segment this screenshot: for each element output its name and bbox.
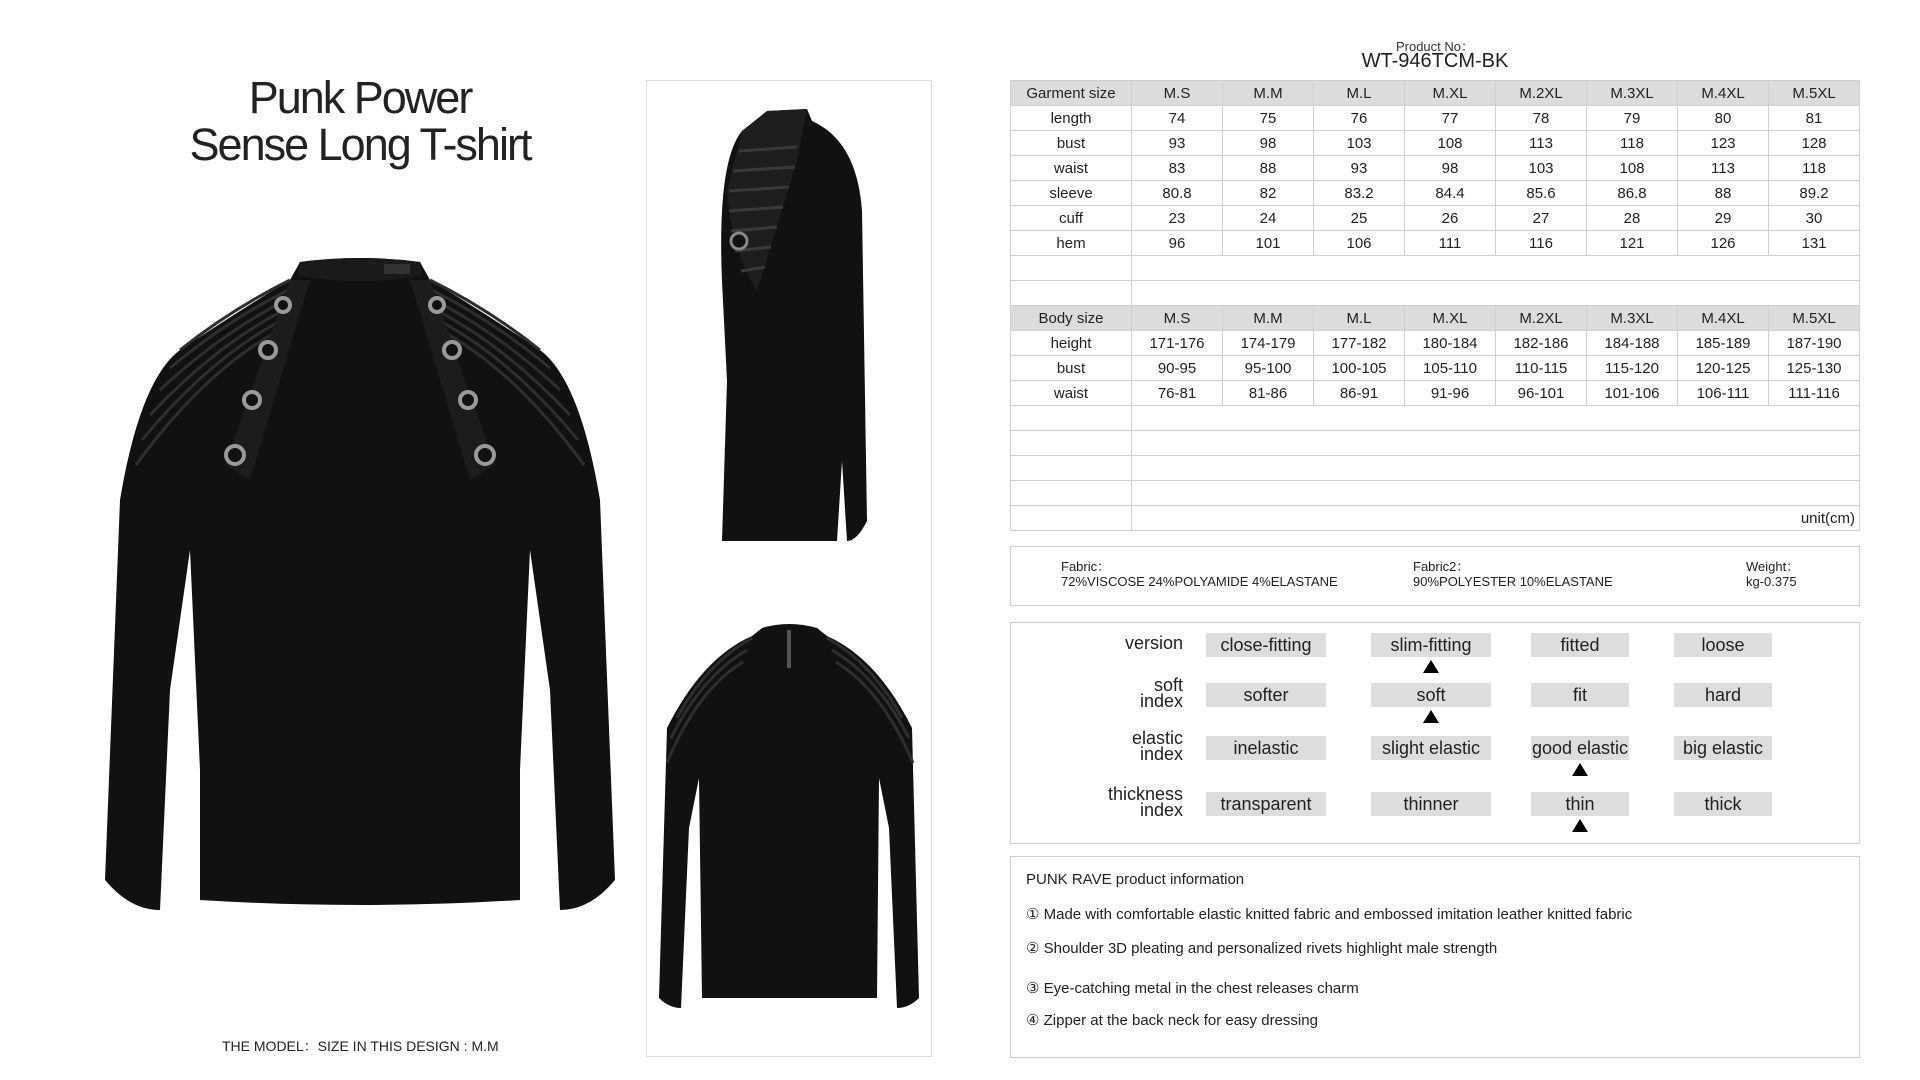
table-row bbox=[1011, 181, 1860, 206]
table-cell: M.S bbox=[1132, 81, 1223, 106]
info-item: ① Made with comfortable elastic knitted fabric and embossed imitation leather knitted fabric bbox=[1026, 906, 1633, 923]
side-view-frame bbox=[646, 80, 932, 570]
garment-size-table bbox=[1010, 80, 1860, 306]
product-info-box bbox=[1010, 856, 1860, 1058]
table-row bbox=[1011, 131, 1860, 156]
table-cell: 111-116 bbox=[1769, 381, 1860, 406]
table-cell: 90-95 bbox=[1132, 356, 1223, 381]
table-cell: 101 bbox=[1223, 231, 1314, 256]
table-cell bbox=[1011, 506, 1132, 531]
option-chip: transparent bbox=[1206, 792, 1326, 816]
table-cell: 89.2 bbox=[1769, 181, 1860, 206]
table-cell bbox=[1011, 431, 1132, 456]
table-cell: 118 bbox=[1587, 131, 1678, 156]
fabric1-value: 72%VISCOSE 24%POLYAMIDE 4%ELASTANE bbox=[1061, 574, 1338, 589]
table-cell: 120-125 bbox=[1678, 356, 1769, 381]
fabric-info-box bbox=[1010, 546, 1860, 606]
option-chip: loose bbox=[1674, 633, 1772, 657]
table-cell: 88 bbox=[1223, 156, 1314, 181]
table-cell: 115-120 bbox=[1587, 356, 1678, 381]
table-row bbox=[1011, 206, 1860, 231]
table-cell: 85.6 bbox=[1496, 181, 1587, 206]
table-cell: 80.8 bbox=[1132, 181, 1223, 206]
elastic-index-label bbox=[1073, 730, 1183, 762]
option-chip: big elastic bbox=[1674, 736, 1772, 760]
table-cell: 100-105 bbox=[1314, 356, 1405, 381]
table-cell: 108 bbox=[1587, 156, 1678, 181]
table-cell: M.M bbox=[1223, 81, 1314, 106]
table-cell: sleeve bbox=[1011, 181, 1132, 206]
table-cell: M.3XL bbox=[1587, 81, 1678, 106]
table-cell: cuff bbox=[1011, 206, 1132, 231]
table-cell: 131 bbox=[1769, 231, 1860, 256]
table-cell: 81 bbox=[1769, 106, 1860, 131]
table-cell: 116 bbox=[1496, 231, 1587, 256]
version-label bbox=[1073, 635, 1183, 651]
table-row-empty bbox=[1011, 481, 1860, 506]
fabric2-label: Fabric2： bbox=[1413, 559, 1470, 574]
index-label-text: index bbox=[1139, 691, 1183, 711]
body-size-header-row bbox=[1011, 306, 1860, 331]
table-cell: 121 bbox=[1587, 231, 1678, 256]
table-cell bbox=[1011, 456, 1132, 481]
table-cell: 113 bbox=[1496, 131, 1587, 156]
table-cell: Garment size bbox=[1011, 81, 1132, 106]
weight-label: Weight： bbox=[1746, 559, 1800, 574]
table-cell: 82 bbox=[1223, 181, 1314, 206]
table-cell: 88 bbox=[1678, 181, 1769, 206]
table-cell: 27 bbox=[1496, 206, 1587, 231]
table-cell: 76-81 bbox=[1132, 381, 1223, 406]
table-cell: 86.8 bbox=[1587, 181, 1678, 206]
table-row-empty bbox=[1011, 456, 1860, 481]
table-cell: 95-100 bbox=[1223, 356, 1314, 381]
product-title bbox=[140, 74, 580, 168]
table-cell: 174-179 bbox=[1223, 331, 1314, 356]
table-row-empty bbox=[1011, 406, 1860, 431]
table-cell: 105-110 bbox=[1405, 356, 1496, 381]
table-cell: 110-115 bbox=[1496, 356, 1587, 381]
table-cell: 78 bbox=[1496, 106, 1587, 131]
info-heading: PUNK RAVE product information bbox=[1026, 871, 1245, 888]
table-cell: M.2XL bbox=[1496, 81, 1587, 106]
table-row-empty bbox=[1011, 256, 1860, 281]
table-cell: M.M bbox=[1223, 306, 1314, 331]
table-row bbox=[1011, 106, 1860, 131]
index-label-text: index bbox=[1139, 800, 1183, 820]
indicator-arrow-up-icon bbox=[1572, 819, 1588, 832]
fabric2 bbox=[1413, 559, 1613, 589]
table-cell bbox=[1132, 281, 1860, 306]
info-item: ③ Eye-catching metal in the chest releases charm bbox=[1026, 980, 1359, 997]
table-cell: bust bbox=[1011, 131, 1132, 156]
front-garment-image bbox=[100, 250, 620, 920]
option-chip: hard bbox=[1674, 683, 1772, 707]
table-cell: M.5XL bbox=[1769, 306, 1860, 331]
back-garment-image bbox=[647, 568, 931, 1056]
table-cell: 86-91 bbox=[1314, 381, 1405, 406]
index-label-text: elastic bbox=[1131, 728, 1183, 748]
table-cell bbox=[1132, 406, 1860, 431]
body-size-table bbox=[1010, 305, 1860, 531]
table-cell: 29 bbox=[1678, 206, 1769, 231]
weight bbox=[1746, 559, 1799, 589]
table-cell: M.XL bbox=[1405, 306, 1496, 331]
table-cell: 75 bbox=[1223, 106, 1314, 131]
table-cell: M.L bbox=[1314, 306, 1405, 331]
table-cell: 182-186 bbox=[1496, 331, 1587, 356]
table-row bbox=[1011, 156, 1860, 181]
index-label-text: index bbox=[1139, 744, 1183, 764]
table-cell: bust bbox=[1011, 356, 1132, 381]
table-cell: 96-101 bbox=[1496, 381, 1587, 406]
unit-label: unit(cm) bbox=[1132, 506, 1860, 531]
table-cell: 26 bbox=[1405, 206, 1496, 231]
weight-value: kg-0.375 bbox=[1746, 574, 1797, 589]
table-cell: M.XL bbox=[1405, 81, 1496, 106]
table-cell: 171-176 bbox=[1132, 331, 1223, 356]
table-cell: hem bbox=[1011, 231, 1132, 256]
index-label-text: version bbox=[1124, 633, 1183, 653]
option-chip: good elastic bbox=[1531, 738, 1629, 758]
table-cell: M.3XL bbox=[1587, 306, 1678, 331]
table-cell: 185-189 bbox=[1678, 331, 1769, 356]
table-row bbox=[1011, 331, 1860, 356]
table-cell: 76 bbox=[1314, 106, 1405, 131]
table-cell: 91-96 bbox=[1405, 381, 1496, 406]
table-cell: 30 bbox=[1769, 206, 1860, 231]
table-cell: M.2XL bbox=[1496, 306, 1587, 331]
table-cell bbox=[1011, 406, 1132, 431]
garment-size-header-row bbox=[1011, 81, 1860, 106]
fabric1-label: Fabric： bbox=[1061, 559, 1111, 574]
table-cell: M.L bbox=[1314, 81, 1405, 106]
option-chip: close-fitting bbox=[1206, 633, 1326, 657]
fabric1 bbox=[1061, 559, 1338, 589]
option-chip: softer bbox=[1206, 683, 1326, 707]
fit-index-box bbox=[1010, 622, 1860, 844]
table-cell: 93 bbox=[1314, 156, 1405, 181]
table-cell bbox=[1011, 256, 1132, 281]
indicator-arrow-up-icon bbox=[1572, 763, 1588, 776]
option-chip: thick bbox=[1674, 792, 1772, 816]
table-cell: 103 bbox=[1496, 156, 1587, 181]
side-garment-image bbox=[647, 81, 931, 569]
table-cell: 108 bbox=[1405, 131, 1496, 156]
table-cell: 74 bbox=[1132, 106, 1223, 131]
table-cell: height bbox=[1011, 331, 1132, 356]
option-chip: thinner bbox=[1371, 792, 1491, 816]
table-cell: 25 bbox=[1314, 206, 1405, 231]
table-cell: 28 bbox=[1587, 206, 1678, 231]
table-cell: 187-190 bbox=[1769, 331, 1860, 356]
back-view-frame bbox=[646, 568, 932, 1057]
table-cell: 103 bbox=[1314, 131, 1405, 156]
thickness-index-label bbox=[1073, 786, 1183, 818]
table-cell: 80 bbox=[1678, 106, 1769, 131]
table-cell: 79 bbox=[1587, 106, 1678, 131]
table-cell: 24 bbox=[1223, 206, 1314, 231]
table-cell: 96 bbox=[1132, 231, 1223, 256]
fabric2-value: 90%POLYESTER 10%ELASTANE bbox=[1413, 574, 1613, 589]
table-cell: 98 bbox=[1223, 131, 1314, 156]
index-label-text: soft bbox=[1153, 675, 1183, 695]
option-chip: fitted bbox=[1531, 633, 1629, 657]
option-chip: fit bbox=[1531, 683, 1629, 707]
table-cell: 118 bbox=[1769, 156, 1860, 181]
table-cell: 126 bbox=[1678, 231, 1769, 256]
product-no-label: Product No： bbox=[1395, 39, 1475, 54]
table-cell: length bbox=[1011, 106, 1132, 131]
table-cell bbox=[1132, 431, 1860, 456]
table-cell: 98 bbox=[1405, 156, 1496, 181]
index-label-text: thickness bbox=[1107, 784, 1183, 804]
table-cell: 113 bbox=[1678, 156, 1769, 181]
indicator-arrow-up-icon bbox=[1423, 710, 1439, 723]
table-cell: Body size bbox=[1011, 306, 1132, 331]
option-chip: slight elastic bbox=[1371, 736, 1491, 760]
table-cell: 177-182 bbox=[1314, 331, 1405, 356]
option-chip: slim-fitting bbox=[1371, 633, 1491, 657]
product-title-line-2: Sense Long T-shirt bbox=[189, 119, 531, 170]
table-row-unit bbox=[1011, 506, 1860, 531]
model-size-note: THE MODEL：SIZE IN THIS DESIGN : M.M bbox=[222, 1038, 499, 1054]
table-cell: 180-184 bbox=[1405, 331, 1496, 356]
table-row bbox=[1011, 381, 1860, 406]
table-cell: M.S bbox=[1132, 306, 1223, 331]
table-cell: 111 bbox=[1405, 231, 1496, 256]
table-cell: 101-106 bbox=[1587, 381, 1678, 406]
table-cell: waist bbox=[1011, 156, 1132, 181]
table-cell: 83 bbox=[1132, 156, 1223, 181]
table-cell: 123 bbox=[1678, 131, 1769, 156]
info-item: ② Shoulder 3D pleating and personalized rivets highlight male strength bbox=[1026, 940, 1498, 957]
table-cell: M.5XL bbox=[1769, 81, 1860, 106]
table-row bbox=[1011, 231, 1860, 256]
table-cell: 106 bbox=[1314, 231, 1405, 256]
table-row-empty bbox=[1011, 431, 1860, 456]
table-row bbox=[1011, 356, 1860, 381]
table-cell: 128 bbox=[1769, 131, 1860, 156]
table-cell bbox=[1132, 256, 1860, 281]
table-cell: 125-130 bbox=[1769, 356, 1860, 381]
table-cell bbox=[1132, 481, 1860, 506]
table-cell: M.4XL bbox=[1678, 306, 1769, 331]
info-item: ④ Zipper at the back neck for easy dressing bbox=[1026, 1012, 1318, 1029]
table-cell: 184-188 bbox=[1587, 331, 1678, 356]
table-cell bbox=[1132, 456, 1860, 481]
product-no: WT-946TCM-BK bbox=[1361, 50, 1509, 72]
table-cell: 84.4 bbox=[1405, 181, 1496, 206]
table-cell: 23 bbox=[1132, 206, 1223, 231]
table-cell bbox=[1011, 281, 1132, 306]
table-cell: waist bbox=[1011, 381, 1132, 406]
option-chip: inelastic bbox=[1206, 736, 1326, 760]
option-chip: soft bbox=[1371, 683, 1491, 707]
table-cell: 77 bbox=[1405, 106, 1496, 131]
table-cell: 93 bbox=[1132, 131, 1223, 156]
table-cell: 83.2 bbox=[1314, 181, 1405, 206]
indicator-arrow-up-icon bbox=[1423, 660, 1439, 673]
table-row-empty bbox=[1011, 281, 1860, 306]
soft-index-label bbox=[1073, 677, 1183, 709]
table-cell: M.4XL bbox=[1678, 81, 1769, 106]
table-cell: 81-86 bbox=[1223, 381, 1314, 406]
option-chip: thin bbox=[1531, 792, 1629, 816]
product-title-line-1: Punk Power bbox=[248, 72, 472, 123]
table-cell bbox=[1011, 481, 1132, 506]
table-cell: 106-111 bbox=[1678, 381, 1769, 406]
